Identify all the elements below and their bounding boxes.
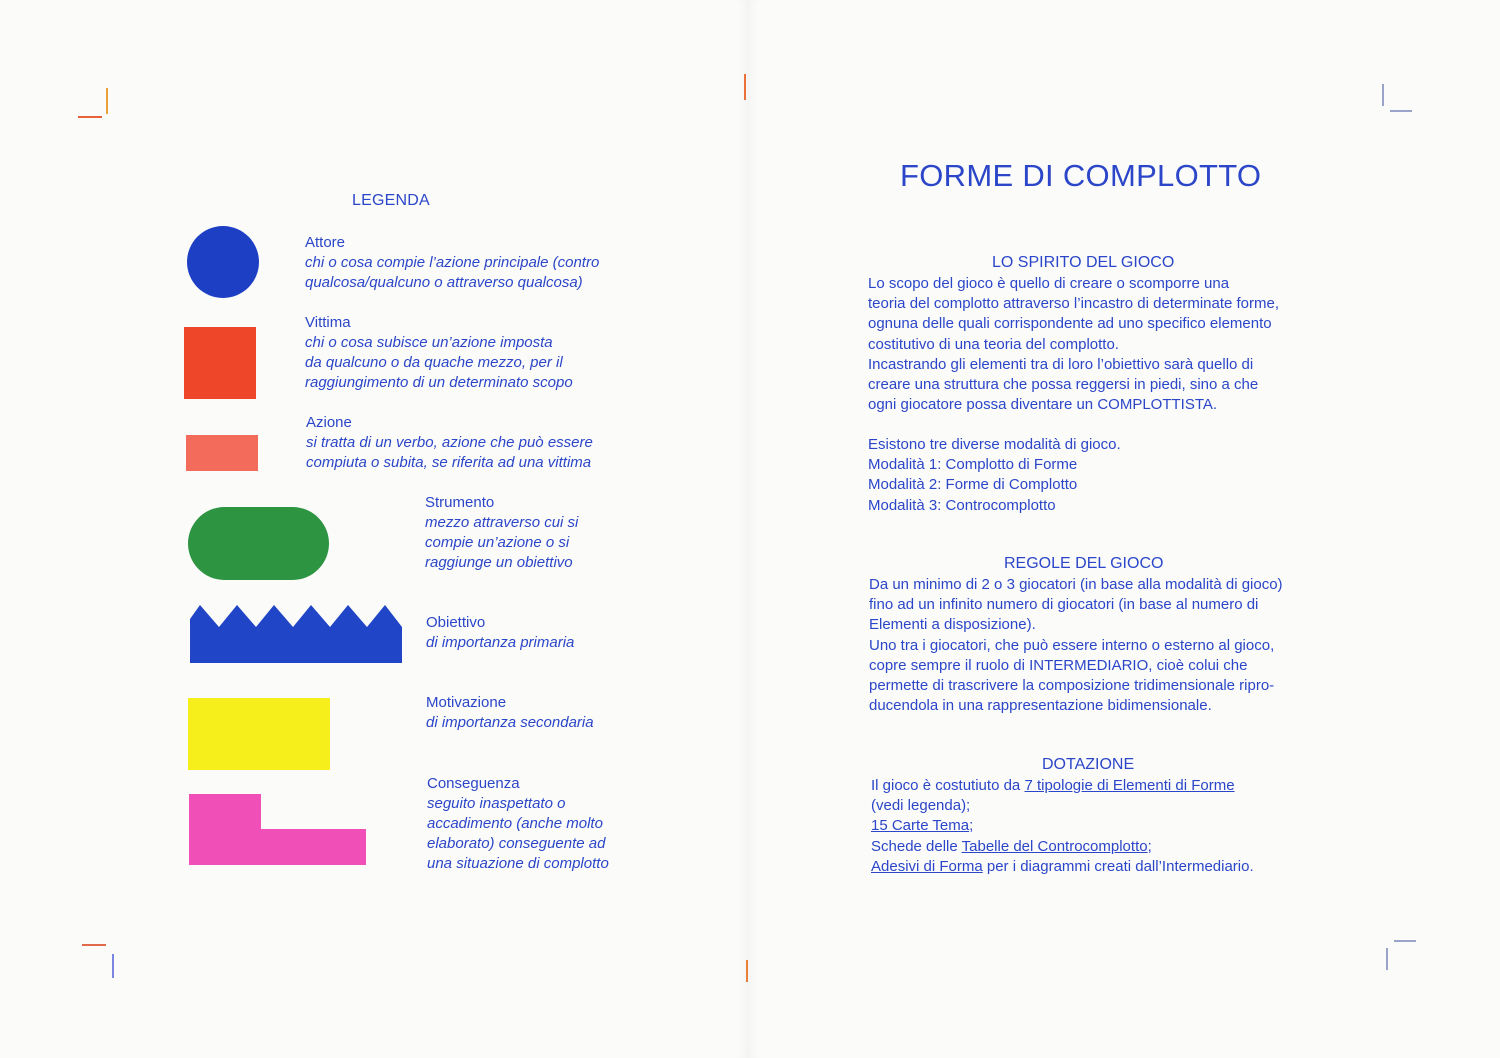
entry-desc: mezzo attraverso cui si: [425, 514, 579, 531]
entry-name: Attore: [305, 234, 346, 251]
entry-name: Strumento: [425, 494, 495, 511]
spirito-paragraph: [868, 274, 1279, 415]
azione-rectangle-icon: [186, 435, 258, 471]
legend-title: LEGENDA: [352, 192, 430, 209]
link-tabelle-controcomplotto[interactable]: Tabelle del Controcomplotto: [961, 837, 1148, 855]
crop-mark: [106, 88, 108, 114]
crop-mark: [744, 74, 746, 100]
legend-entry-attore: [305, 233, 599, 293]
vittima-square-icon: [184, 327, 256, 399]
regole-paragraph: [869, 575, 1283, 716]
crop-mark: [1382, 84, 1384, 106]
text-line: fino ad un infinito numero di giocatori (in base al numero di: [869, 596, 1259, 614]
entry-name: Obiettivo: [426, 614, 486, 631]
left-page: [0, 0, 748, 1058]
obiettivo-zigzag-icon: [189, 605, 403, 663]
entry-desc: seguito inaspettato o: [427, 795, 566, 812]
text-line: Esistono tre diverse modalità di gioco.: [868, 436, 1121, 453]
entry-name: Conseguenza: [427, 775, 520, 792]
text-line: ogni giocatore possa diventare un COMPLOTTISTA.: [868, 396, 1218, 414]
entry-desc: compiuta o subita, se riferita ad una vittima: [306, 454, 592, 471]
conseguenza-l-shape-icon: [189, 794, 367, 866]
crop-mark: [78, 116, 102, 118]
entry-desc: qualcosa/qualcuno o attraverso qualcosa): [305, 274, 583, 291]
text-line: Lo scopo del gioco è quello di creare o scomporre una: [868, 275, 1230, 292]
legend-entry-conseguenza: [427, 774, 609, 874]
text-span: ;: [969, 817, 974, 835]
entry-desc: chi o cosa compie l’azione principale (contro: [305, 254, 600, 271]
text-line: costitutivo di una teoria del complotto.: [868, 335, 1119, 353]
crop-mark: [1390, 110, 1412, 112]
legend-entry-vittima: [305, 313, 573, 393]
entry-desc: raggiungimento di un determinato scopo: [305, 374, 573, 391]
crop-mark: [112, 954, 114, 978]
crop-mark: [1394, 940, 1416, 942]
text-line: Elementi a disposizione).: [869, 616, 1036, 634]
text-line: [871, 857, 1254, 877]
mode-item: Modalità 3: Controcomplotto: [868, 496, 1056, 514]
text-line: creare una struttura che possa reggersi in piedi, sino a che: [868, 376, 1259, 394]
strumento-capsule-icon: [188, 507, 329, 580]
mode-item: Modalità 2: Forme di Complotto: [868, 476, 1078, 494]
entry-name: Azione: [306, 414, 352, 431]
legend-entry-azione: [306, 413, 593, 473]
text-line: teoria del complotto attraverso l’incastro di determinate forme,: [868, 295, 1280, 313]
text-line: [871, 816, 1254, 836]
text-line: Uno tra i giocatori, che può essere interno o esterno al gioco,: [869, 636, 1275, 654]
entry-desc: elaborato) conseguente ad: [427, 835, 606, 852]
section-heading-spirito: LO SPIRITO DEL GIOCO: [992, 254, 1175, 271]
entry-desc: da qualcuno o da quache mezzo, per il: [305, 354, 563, 371]
text-span: Schede delle: [871, 837, 962, 855]
section-heading-regole: REGOLE DEL GIOCO: [1004, 555, 1164, 572]
text-line: [871, 776, 1254, 796]
entry-desc: raggiunge un obiettivo: [425, 554, 573, 571]
crop-mark: [82, 944, 106, 946]
mode-item: Modalità 1: Complotto di Forme: [868, 456, 1078, 474]
attore-circle-icon: [186, 225, 260, 299]
text-span: ;: [1147, 837, 1152, 855]
entry-desc: compie un’azione o si: [425, 534, 570, 551]
entry-desc: si tratta di un verbo, azione che può essere: [306, 434, 593, 451]
entry-desc: chi o cosa subisce un’azione imposta: [305, 334, 553, 351]
entry-name: Vittima: [305, 314, 351, 331]
crop-mark: [1386, 948, 1388, 970]
entry-desc: accadimento (anche molto: [427, 815, 603, 832]
text-line: ducendola in una rappresentazione bidimensionale.: [869, 697, 1212, 715]
link-elementi-di-forme[interactable]: 7 tipologie di Elementi di Forme: [1024, 777, 1235, 794]
entry-name: Motivazione: [426, 694, 507, 711]
legend-entry-obiettivo: [426, 613, 574, 653]
text-line: (vedi legenda);: [871, 797, 971, 815]
entry-desc: una situazione di complotto: [427, 855, 609, 872]
modes-paragraph: [868, 435, 1121, 516]
entry-desc: di importanza primaria: [426, 634, 575, 651]
link-adesivi-di-forma[interactable]: Adesivi di Forma: [871, 857, 983, 875]
text-span: Il gioco è costutiuto da: [871, 777, 1025, 794]
text-span: per i diagrammi creati dall’Intermediario.: [982, 857, 1254, 875]
text-line: ognuna delle quali corrispondente ad uno specifico elemento: [868, 315, 1272, 333]
dotazione-paragraph: [871, 776, 1254, 877]
text-line: Incastrando gli elementi tra di loro l’obiettivo sarà quello di: [868, 355, 1254, 373]
motivazione-rectangle-icon: [188, 698, 330, 770]
text-line: Da un minimo di 2 o 3 giocatori (in base alla modalità di gioco): [869, 576, 1283, 593]
entry-desc: di importanza secondaria: [426, 714, 594, 731]
legend-entry-motivazione: [426, 693, 594, 733]
page-title: FORME DI COMPLOTTO: [900, 158, 1262, 193]
text-line: permette di trascrivere la composizione tridimensionale ripro-: [869, 677, 1275, 695]
text-line: copre sempre il ruolo di INTERMEDIARIO, cioè colui che: [869, 656, 1248, 674]
legend-entry-strumento: [425, 493, 578, 573]
section-heading-dotazione: DOTAZIONE: [1042, 756, 1135, 773]
text-line: [871, 837, 1254, 857]
link-carte-tema[interactable]: 15 Carte Tema: [871, 817, 970, 835]
